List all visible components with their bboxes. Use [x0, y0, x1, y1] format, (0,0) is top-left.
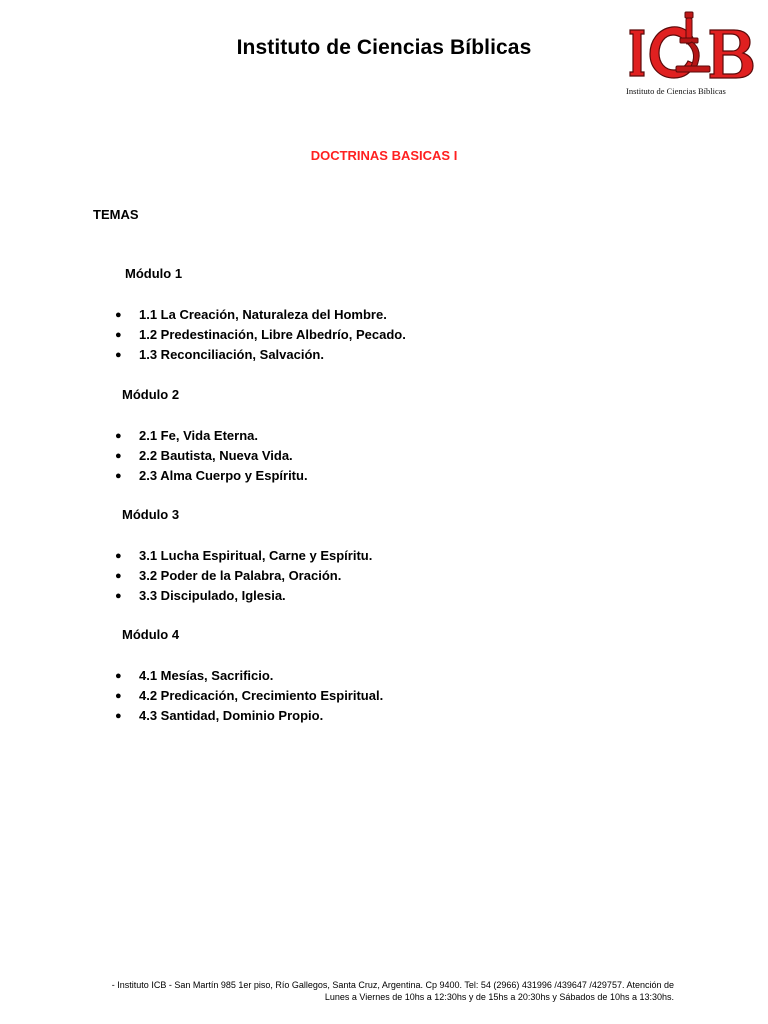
bullet-icon: ● [115, 349, 122, 361]
topic-label: 1.3 Reconciliación, Salvación. [139, 347, 324, 362]
topic-label: 3.1 Lucha Espiritual, Carne y Espíritu. [139, 548, 373, 563]
topic-label: 2.2 Bautista, Nueva Vida. [139, 448, 293, 463]
institute-title: Instituto de Ciencias Bíblicas [236, 36, 532, 59]
topic-item [115, 428, 258, 443]
bullet-icon: ● [115, 309, 122, 321]
logo-caption: Instituto de Ciencias Bíblicas [626, 86, 726, 96]
module-title: Módulo 3 [122, 507, 180, 522]
topic-label: 2.1 Fe, Vida Eterna. [139, 428, 258, 443]
topic-label: 4.2 Predicación, Crecimiento Espiritual. [139, 688, 384, 703]
bullet-icon: ● [115, 670, 122, 682]
bullet-icon: ● [115, 690, 122, 702]
topic-item [115, 668, 273, 683]
module-title: Módulo 2 [122, 387, 180, 402]
bullet-icon: ● [115, 430, 122, 442]
icb-logo-graphic [622, 8, 758, 88]
temas-heading: TEMAS [93, 207, 139, 222]
topic-label: 2.3 Alma Cuerpo y Espíritu. [139, 468, 308, 483]
page-footer [0, 979, 674, 1003]
course-title: DOCTRINAS BASICAS I [310, 148, 458, 163]
footer-address-line: - Instituto ICB - San Martín 985 1er piso, Río Gallegos, Santa Cruz, Argentina. Cp 9400. Tel: 54 (2966) 431996 /439647 /429757. Atención de [111, 980, 674, 990]
bullet-icon: ● [115, 470, 122, 482]
topic-label: 3.3 Discipulado, Iglesia. [139, 588, 286, 603]
icb-logo [622, 8, 758, 98]
topic-item [115, 588, 286, 603]
topic-item [115, 347, 324, 362]
topic-item [115, 468, 308, 483]
topic-item [115, 548, 372, 563]
topic-item [115, 568, 341, 583]
bullet-icon: ● [115, 450, 122, 462]
bullet-icon: ● [115, 550, 122, 562]
topic-item [115, 327, 406, 342]
topic-label: 3.2 Poder de la Palabra, Oración. [139, 568, 342, 583]
bullet-icon: ● [115, 590, 122, 602]
topic-item [115, 448, 293, 463]
topic-label: 4.1 Mesías, Sacrificio. [139, 668, 274, 683]
bullet-icon: ● [115, 329, 122, 341]
topic-item [115, 688, 383, 703]
topic-item [115, 708, 323, 723]
module-title: Módulo 4 [122, 627, 180, 642]
bullet-icon: ● [115, 710, 122, 722]
module-title: Módulo 1 [125, 266, 183, 281]
logo-emblem [676, 12, 710, 72]
bullet-icon: ● [115, 570, 122, 582]
topic-label: 4.3 Santidad, Dominio Propio. [139, 708, 324, 723]
topic-label: 1.2 Predestinación, Libre Albedrío, Pecado. [139, 327, 406, 342]
footer-hours-line: Lunes a Viernes de 10hs a 12:30hs y de 15hs a 20:30hs y Sábados de 10hs a 13:30hs. [324, 992, 674, 1002]
topic-item [115, 307, 387, 322]
topic-label: 1.1 La Creación, Naturaleza del Hombre. [139, 307, 387, 322]
